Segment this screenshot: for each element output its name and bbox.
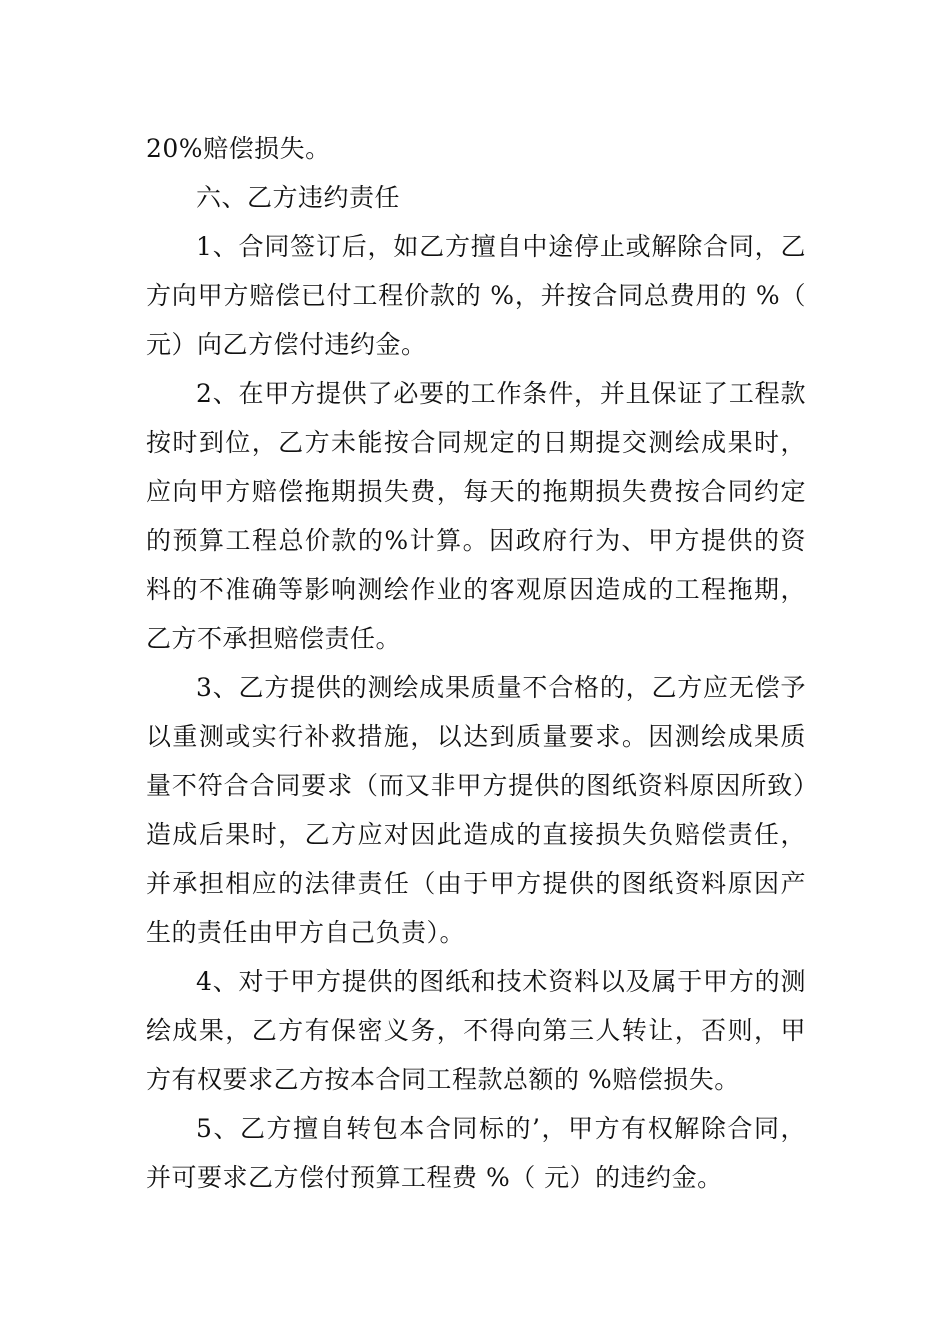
paragraph-continuation: 20%赔偿损失。 [146, 134, 331, 163]
section-heading: 六、乙方违约责任 [196, 183, 401, 212]
clause-3: 3、乙方提供的测绘成果质量不合格的，乙方应无偿予以重测或实行补救措施，以达到质量要求。因测绘成果质量不符合合同要求（而又非甲方提供的图纸资料原因所致）造成后果时，乙方应对因此造成的直接损失负赔偿责任，并承担相应的法律责任（由于甲方提供的图纸资料原因产生的责任由甲方自己负责）。 [146, 673, 806, 947]
clause-2: 2、在甲方提供了必要的工作条件，并且保证了工程款按时到位，乙方未能按合同规定的日期提交测绘成果时，应向甲方赔偿拖期损失费，每天的拖期损失费按合同约定的预算工程总价款的%计算。因政府行为、甲方提供的资料的不准确等影响测绘作业的客观原因造成的工程拖期，乙方不承担赔偿责任。 [146, 379, 806, 653]
clause-5: 5、乙方擅自转包本合同标的’，甲方有权解除合同，并可要求乙方偿付预算工程费 %（ 元）的违约金。 [146, 1114, 806, 1192]
document-body [146, 124, 806, 1202]
clause-4: 4、对于甲方提供的图纸和技术资料以及属于甲方的测绘成果，乙方有保密义务，不得向第三人转让，否则，甲方有权要求乙方按本合同工程款总额的 %赔偿损失。 [146, 967, 806, 1094]
clause-1: 1、合同签订后，如乙方擅自中途停止或解除合同，乙方向甲方赔偿已付工程价款的 %，并按合同总费用的 %（ 元）向乙方偿付违约金。 [146, 232, 806, 359]
